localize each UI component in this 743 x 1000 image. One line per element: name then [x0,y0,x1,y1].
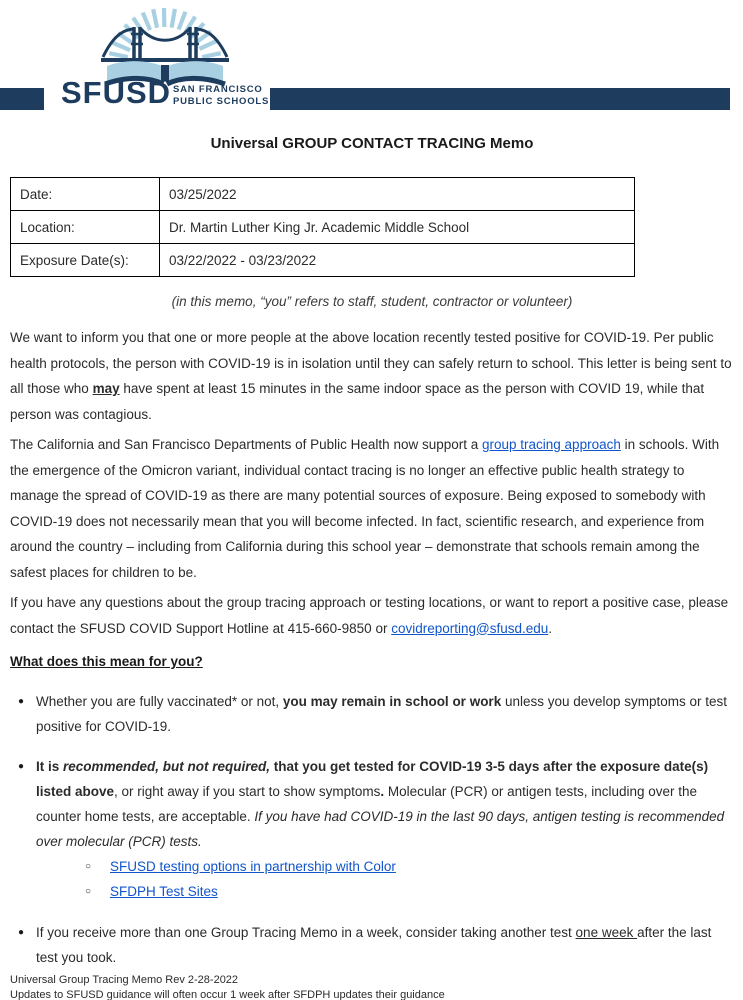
row-label: Location: [11,211,160,244]
memo-footer [10,974,734,1000]
bullet3-text: If you receive more than one Group Tracing Memo in a week, consider taking another test [36,924,576,940]
sfusd-testing-options-link[interactable]: SFUSD testing options in partnership with Color [110,858,396,874]
footer-revision-line: Universal Group Tracing Memo Rev 2-28-2022 [10,973,239,986]
bullet2-bold: . [380,783,385,799]
table-row-location [11,211,635,244]
p2-text: in schools. With the emergence of the Omicron variant, individual contact tracing is no longer an effective public health strategy to manage the spread of COVID-19 as there are many potential sources of exposure. Being exposed to somebody with COVID-19 does not necessarily mean that you will become infected. In fact, scientific research, and experience from around the country – including from California during this school year – demonstrate that schools remain among the safest places for children to be. [10,437,720,580]
bullet3-underlined: one week [575,924,638,940]
bullet1-bold: you may remain in school or work [282,693,502,709]
row-value: 03/22/2022 - 03/23/2022 [160,244,635,277]
row-value: Dr. Martin Luther King Jr. Academic Middle School [160,211,635,244]
memo-body [0,133,743,1000]
header [0,0,743,110]
bullet3-text: after the last test you took. [36,924,712,965]
sfusd-logo-tagline [173,84,269,107]
bullet2-text: , or right away if you start to show symptoms [114,783,381,799]
sfdph-test-sites-link[interactable]: SFDPH Test Sites [110,883,218,899]
paragraph-questions [10,590,734,641]
sub-bullet-sfdph-sites [85,879,734,904]
header-bar-left [0,88,44,110]
bullet1-text: Whether you are fully vaccinated* or not, [36,693,283,709]
row-label: Exposure Date(s): [11,244,160,277]
sub-bullet-color-testing [85,854,734,879]
section-heading: What does this mean for you? [10,654,203,669]
table-row-exposure-dates [11,244,635,277]
paragraph-notification [10,325,734,427]
table-row-date [11,178,635,211]
covidreporting-email-link[interactable]: covidreporting@sfusd.edu [391,620,549,636]
paragraph-group-tracing [10,432,734,585]
row-value: 03/25/2022 [160,178,635,211]
sub-bullet-icon: ○ [85,885,92,897]
bullet2-italic: If you have had COVID-19 in the last 90 days, antigen testing is recommended over molecular (PCR) tests. [36,808,725,849]
bullet1-text: unless you develop symptoms or test positive for COVID-19. [36,693,728,734]
bullet-icon: ● [18,695,25,707]
bullet2-bold: It is [36,758,64,774]
info-table [10,177,635,277]
p2-text: The California and San Francisco Departments of Public Health now support a [10,437,482,452]
p1-text: We want to inform you that one or more people at the above location recently tested positive for COVID-19. Per public health protocols, the person with COVID-19 is in isolation until they can safely return to school. This letter is being sent to all those who [10,330,732,396]
bullet-icon: ● [18,760,25,772]
bullet2-text: Molecular (PCR) or antigen tests, including over the counter home tests, are acceptable. [36,783,698,824]
tagline-line-1: SAN FRANCISCO [173,84,263,95]
group-tracing-approach-link[interactable]: group tracing approach [482,437,621,452]
p3-text: If you have any questions about the group tracing approach or testing locations, or want to report a positive case, please contact the SFUSD COVID Support Hotline at 415-660-9850 or [10,595,729,636]
bullet-icon: ● [18,926,25,938]
row-label: Date: [11,178,160,211]
memo-title: Universal GROUP CONTACT TRACING Memo [210,135,534,152]
p1-text: have spent at least 15 minutes in the same indoor space as the person with COVID 19, while that person was contagious. [10,381,705,422]
header-bar-right [270,88,730,110]
footer-guidance-line: Updates to SFUSD guidance will often occur 1 week after SFDPH updates their guidance [10,988,445,1000]
bullet-remain-in-school [10,689,734,739]
sub-bullet-icon: ○ [85,860,92,872]
bullet-get-tested [10,754,734,854]
tagline-line-2: PUBLIC SCHOOLS [173,95,270,107]
bullet2-bold: that you get tested for COVID-19 3-5 days after the exposure date(s) listed above [36,758,709,799]
p3-text: . [548,620,553,636]
definition-note: (in this memo, “you” refers to staff, student, contractor or volunteer) [171,294,573,309]
bullet-multiple-memos [10,920,734,970]
bullet2-bold-italic: recommended, but not required, [63,758,271,774]
p1-may-emphasis: may [92,381,120,396]
sfusd-logo-wordmark: SFUSD [61,75,172,110]
